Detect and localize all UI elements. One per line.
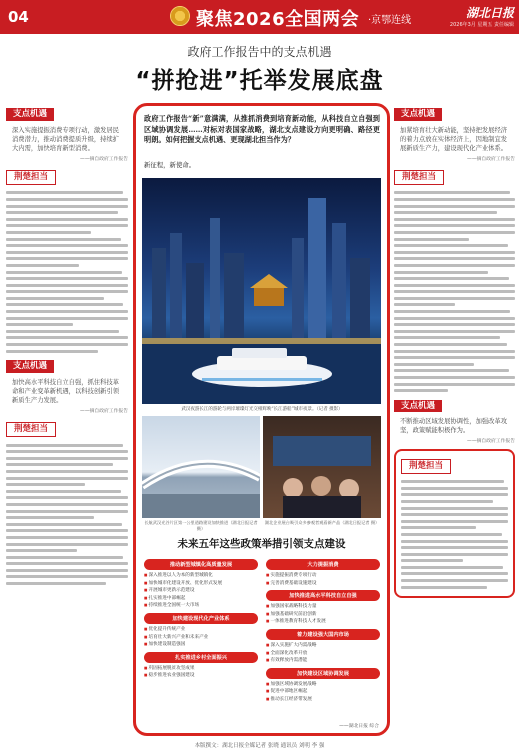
policy-heading: 加快建设区域协调发展: [266, 668, 380, 679]
policy-item: ■ 加快城市化建设开放、优化形式发展: [144, 580, 258, 588]
section-byline: ——摘自政府工作报告: [80, 156, 128, 162]
policy-heading: 着力建设强大国内市场: [266, 629, 380, 640]
body-text-block: [6, 191, 128, 352]
policy-grid: [144, 556, 380, 726]
national-emblem-icon: [170, 6, 190, 26]
masthead-name: 湖北日报: [465, 6, 514, 20]
banner-title: 聚焦2026全国两会: [196, 9, 360, 30]
policy-column-left: [144, 556, 258, 680]
policy-heading: 扎实推进乡村全面振兴: [144, 652, 258, 663]
masthead-info: 2026年3月 星期五 责任编辑: [449, 22, 514, 28]
right-photo-caption: 湖北企业展台吸引众多参观者观看新产品（湖北日报记者 摄）: [264, 520, 380, 525]
policy-item: ■ 实施提振消费专项行动: [266, 572, 380, 580]
right-column: [394, 104, 515, 736]
policy-item: ■ 持续推进全国统一大市场: [144, 602, 258, 610]
body-text-block: [394, 191, 515, 392]
main-photo-caption: 武汉夜游长江的游轮与两岸璀璨灯光交相辉映“长江游船”城市夜景。（记者 摄影）: [181, 407, 343, 412]
policy-item: ■ 完善消费基础设施建设: [266, 580, 380, 588]
policy-item: ■ 全面深化改革开放: [266, 650, 380, 658]
policy-item: ■ 加快建设制造强国: [144, 641, 258, 649]
section-tag: 荆楚担当: [6, 422, 56, 437]
policy-column-right: [266, 556, 380, 704]
policy-item: ■ 促进中部地区崛起: [266, 688, 380, 696]
section-tag: 支点机遇: [394, 108, 442, 121]
policy-heading: 大力提振消费: [266, 559, 380, 570]
section-tag: 支点机遇: [6, 108, 54, 121]
page-banner: [0, 0, 519, 34]
policy-item: ■ 扎实推进中部崛起: [144, 595, 258, 603]
section-lead: 加快高水平科技自立自强，抓住科技革命和产业变革新机遇，以科技创新引领新质生产力发展。: [12, 378, 120, 404]
section-tag: 支点机遇: [6, 360, 54, 373]
center-feature-box: [133, 103, 390, 736]
highlighted-box: [394, 449, 515, 598]
section-tag: 荆楚担当: [6, 170, 56, 185]
section-byline: ——摘自政府工作报告: [80, 408, 128, 414]
section-byline: ——摘自政府工作报告: [467, 439, 515, 445]
policy-byline: ——湖北日报 综合: [339, 724, 379, 729]
section-byline: ——摘自政府工作报告: [467, 156, 515, 162]
bridge-illustration: [142, 416, 260, 518]
exhibition-photo: [263, 416, 381, 518]
section-tag: 荆楚担当: [394, 170, 444, 185]
kicker: 政府工作报告中的支点机遇: [187, 45, 332, 59]
masthead: [428, 4, 514, 30]
policy-item: ■ 一体推进教育科技人才发展: [266, 618, 380, 626]
policy-heading: 推动新型城镇化高质量发展: [144, 559, 258, 570]
policy-item: ■ 加强区域协调发展战略: [266, 681, 380, 689]
policy-item: ■ 开展城市更新示范建设: [144, 587, 258, 595]
policy-heading: 加快推进高水平科技自立自强: [266, 590, 380, 601]
wuhan-night-photo: [142, 178, 381, 404]
section-lead: 不断推动区域发展协调性，加强改革攻坚，政策赋能积极作为。: [400, 418, 508, 435]
page-footer: 本版撰文：湖北日报全媒记者 张晓 通讯员 刘明 李 强: [194, 743, 325, 749]
policy-item: ■ 优化提升传统产业: [144, 626, 258, 634]
policy-heading: 加快建设现代化产业体系: [144, 613, 258, 624]
policy-item: ■ 培育壮大新兴产业和未来产业: [144, 634, 258, 642]
policy-item: ■ 加强国家战略科技力量: [266, 603, 380, 611]
policy-item: ■ 推动长江经济带发展: [266, 696, 380, 704]
headline: “拼抢进”托举发展底盘: [135, 68, 384, 94]
policy-section-title: 未来五年这些政策举措引领支点建设: [177, 538, 346, 550]
lead-paragraph: 政府工作报告“新”意满满，从推抓消费到培育新动能，从科技自立自强到区域协调发展……对标对表国家战略，湖北支点建设方向更明确、路径更明朗。如何把握支点机遇、更现湖北担当作为？: [144, 114, 380, 144]
policy-item: ■ 巩固拓展脱贫攻坚成果: [144, 665, 258, 673]
policy-item: ■ 深入实施扩大内需战略: [266, 642, 380, 650]
construction-photo: [142, 416, 260, 518]
banner-subtitle: ·京鄂连线: [368, 15, 412, 26]
page-number: 04: [8, 8, 29, 26]
policy-item: ■ 稳步推进农业强国建设: [144, 672, 258, 680]
section-tag: 支点机遇: [394, 400, 442, 413]
section-tag: 荆楚担当: [401, 459, 451, 474]
left-column: [6, 104, 128, 736]
city-skyline-illustration: [142, 178, 381, 404]
section-lead: 加紧培育壮大新动能，坚持把发展经济的着力点放在实体经济上，因地制宜发展新质生产力，建设现代化产业体系。: [400, 126, 508, 152]
exhibition-illustration: [263, 416, 381, 518]
left-photo-caption: 长航武汉光谷片区第一公里道路建设加快推进（湖北日报记者 摄）: [144, 520, 258, 531]
policy-item: ■ 加强基础研究前沿创新: [266, 611, 380, 619]
policy-item: ■ 有效释放内需潜能: [266, 657, 380, 665]
intro-line: 新征程，新使命。: [144, 161, 196, 169]
policy-item: ■ 深入推进以人为本的新型城镇化: [144, 572, 258, 580]
section-lead: 深入实施提振消费专项行动，激发居民消费潜力，推动消费提质升级，持续扩大内需，加快培育新型消费。: [12, 126, 120, 152]
body-text-block: [6, 444, 128, 585]
